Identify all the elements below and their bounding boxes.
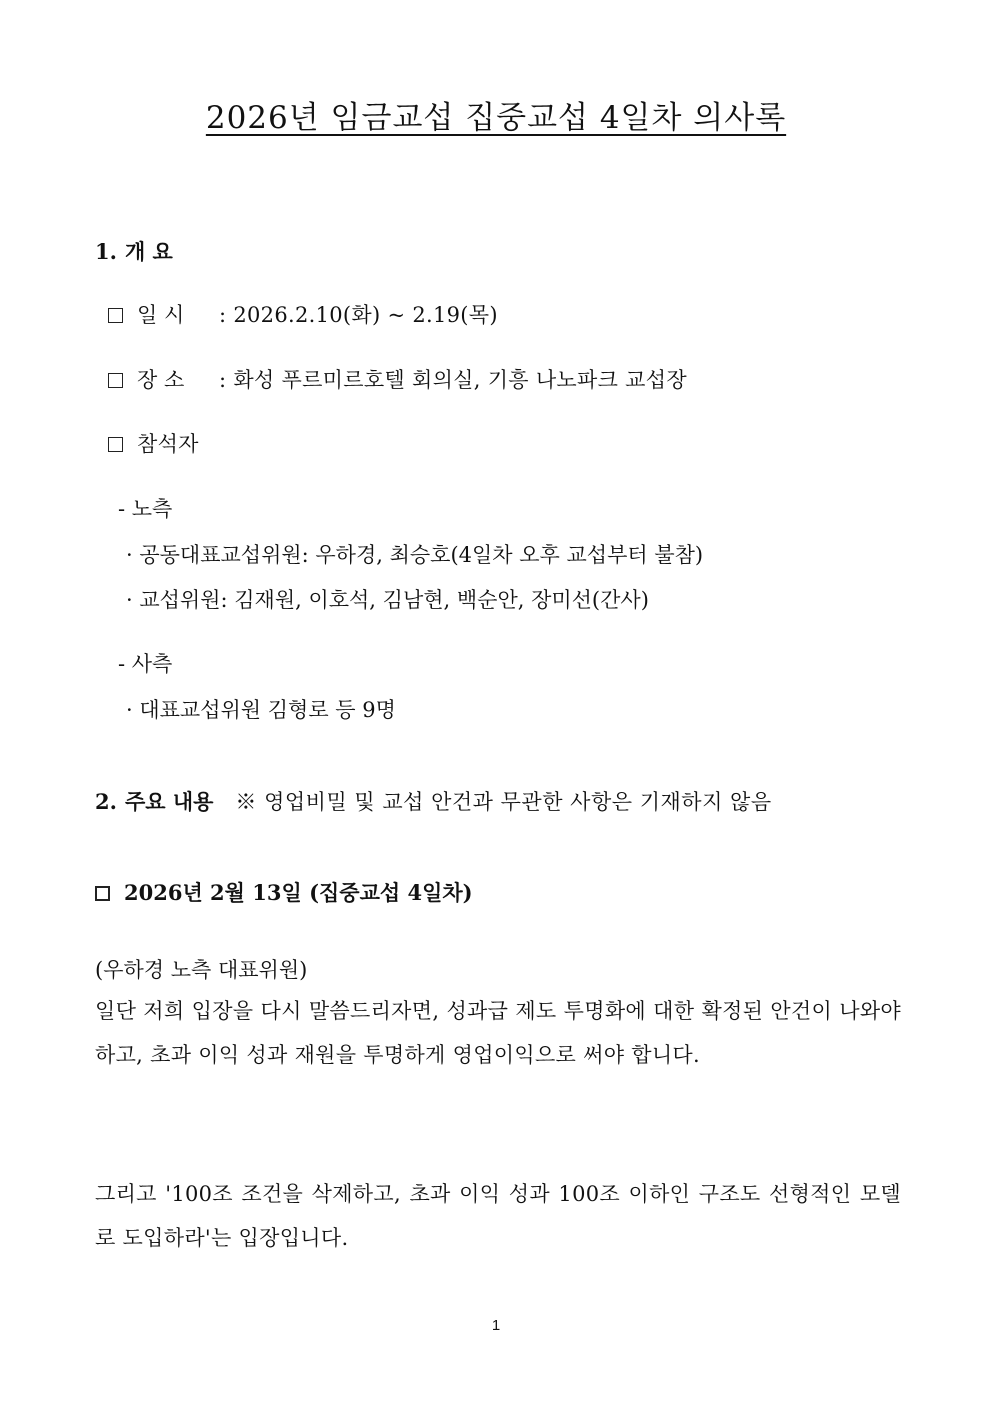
- document-title: [0, 92, 992, 137]
- session-heading: [95, 877, 473, 907]
- union-committee-members: · 교섭위원: 김재원, 이호석, 김남현, 백순안, 장미선(간사): [126, 588, 649, 612]
- checkbox-icon: [108, 373, 123, 388]
- section-1-heading: [95, 236, 173, 266]
- title-text: 2026년 임금교섭 집중교섭 4일차 의사록: [205, 100, 787, 136]
- management-representatives: · 대표교섭위원 김형로 등 9명: [126, 698, 396, 722]
- place-value: : 화성 푸르미르호텔 회의실, 기흥 나노파크 교섭장: [219, 368, 687, 392]
- date-label: 일 시: [137, 303, 185, 327]
- date-value: : 2026.2.10(화) ~ 2.19(목): [219, 303, 498, 327]
- section-2-number: 2.: [95, 789, 117, 814]
- speaker-label: (우하경 노측 대표위원): [95, 958, 308, 982]
- union-representatives: · 공동대표교섭위원: 우하경, 최승호(4일차 오후 교섭부터 불참): [126, 543, 704, 567]
- checkbox-icon: [108, 308, 123, 323]
- attendees-row: [108, 428, 199, 458]
- section-2-title: 주요 내용: [124, 789, 214, 814]
- statement-paragraph-1: 일단 저희 입장을 다시 말씀드리자면, 성과급 제도 투명화에 대한 확정된 안건이 나와야 하고, 초과 이익 성과 재원을 투명하게 영업이익으로 써야 합니다.: [95, 999, 901, 1067]
- place-row: [108, 364, 687, 394]
- section-2-heading: [95, 786, 772, 816]
- checkbox-icon: [95, 886, 110, 901]
- page-number: 1: [491, 1317, 501, 1334]
- checkbox-icon: [108, 437, 123, 452]
- place-label: 장 소: [137, 368, 185, 392]
- section-1-number: 1.: [95, 239, 117, 264]
- attendees-label: 참석자: [137, 432, 199, 456]
- statement-paragraph-2: 그리고 '100조 조건을 삭제하고, 초과 이익 성과 100조 이하인 구조도 선형적인 모델로 도입하라'는 입장입니다.: [95, 1182, 901, 1250]
- date-row: [108, 299, 498, 329]
- section-2-note: ※ 영업비밀 및 교섭 안건과 무관한 사항은 기재하지 않음: [235, 790, 772, 814]
- management-side-label: - 사측: [118, 652, 173, 676]
- section-1-title: 개 요: [124, 239, 173, 264]
- union-side-label: - 노측: [118, 497, 173, 521]
- session-title: 2026년 2월 13일 (집중교섭 4일차): [124, 880, 473, 905]
